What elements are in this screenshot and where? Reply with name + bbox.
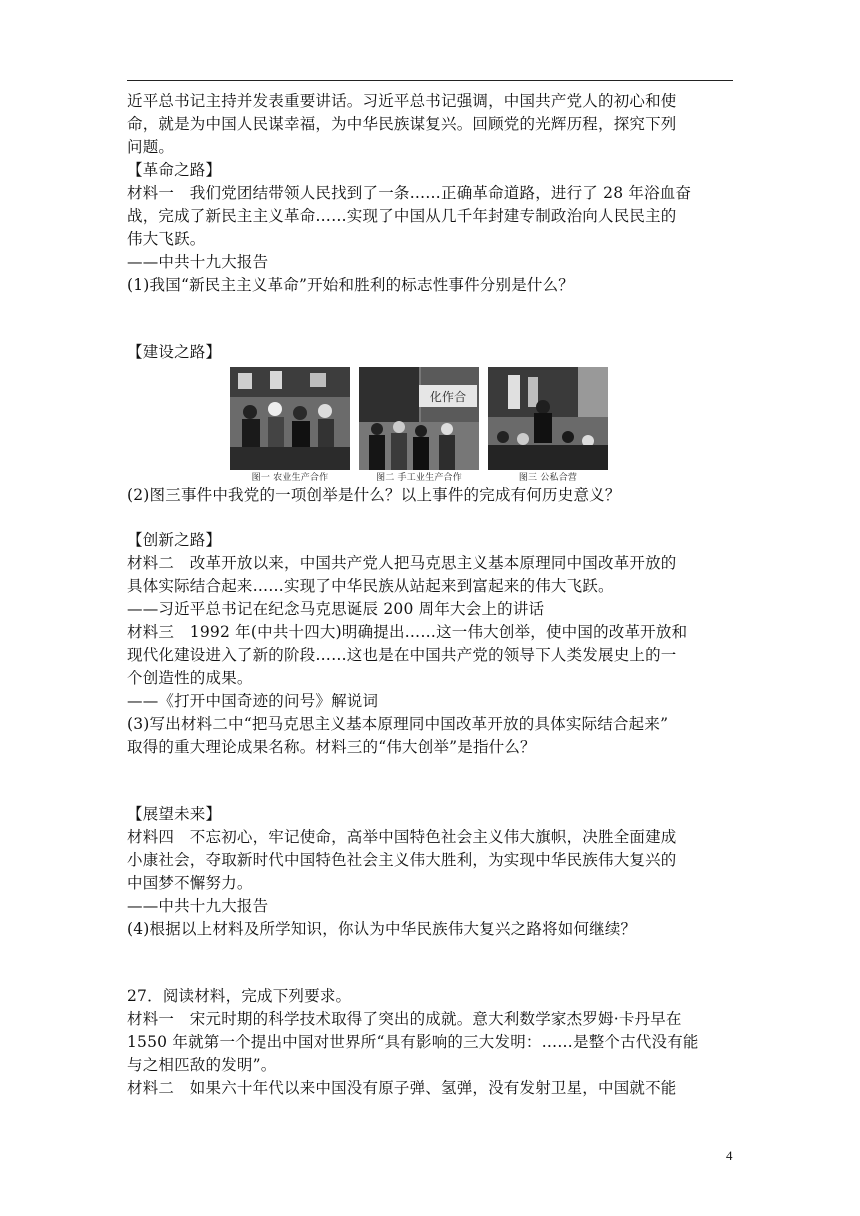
source-line: ——中共十九大报告 [127,897,269,915]
innovation-section [127,529,737,759]
photo-row [230,367,737,484]
question-4: (4)根据以上材料及所学知识，你认为中华民族伟大复兴之路将如何继续？ [127,920,637,938]
source-line: ——习近平总书记在纪念马克思诞辰 200 周年大会上的讲话 [127,600,545,618]
material-line: 材料二 改革开放以来，中国共产党人把马克思主义基本原理同中国改革开放的 [127,554,677,572]
section-heading: 【展望未来】 [127,805,222,823]
source-line: ——中共十九大报告 [127,253,269,271]
construction-section [127,341,737,507]
material-line: 战，完成了新民主主义革命……实现了中国从几千年封建专制政治向人民民主的 [127,207,677,225]
question-27-title: 27．阅读材料，完成下列要求。 [127,987,352,1005]
question-1: (1)我国“新民主主义革命”开始和胜利的标志性事件分别是什么？ [127,276,575,294]
photo-image [488,367,608,470]
photo-image [230,367,350,470]
photo-agriculture [230,367,350,484]
page-number: 4 [726,1148,733,1163]
material-line: 与之相匹敌的发明”。 [127,1056,277,1074]
photo-image [359,367,479,470]
material-line: 材料一 宋元时期的科学技术取得了突出的成就。意大利数学家杰罗姆·卡丹早在 [127,1010,682,1028]
material-line: 中国梦不懈努力。 [127,874,253,892]
photo-caption: 图三 公私合营 [518,473,578,483]
material-line: 小康社会，夺取新时代中国特色社会主义伟大胜利，为实现中华民族伟大复兴的 [127,851,677,869]
photo-caption: 图一 农业生产合作 [251,473,329,483]
text-line: 近平总书记主持并发表重要讲话。习近平总书记强调，中国共产党人的初心和使 [127,92,677,110]
photo-public-private [488,367,608,484]
photo-handicraft [359,367,479,484]
section-heading: 【革命之路】 [127,161,222,179]
photo-caption: 图二 手工业生产合作 [376,473,462,483]
material-line: 现代化建设进入了新的阶段……这也是在中国共产党的领导下人类发展史上的一 [127,646,677,664]
material-line: 个创造性的成果。 [127,669,253,687]
intro-paragraph [127,90,737,159]
material-line: 1550 年就第一个提出中国对世界所“具有影响的三大发明：……是整个古代没有能 [127,1033,699,1051]
material-line: 材料一 我们党团结带领人民找到了一条……正确革命道路，进行了 28 年浴血奋 [127,184,692,202]
text-line: 命，就是为中国人民谋幸福，为中华民族谋复兴。回顾党的光辉历程，探究下列 [127,115,677,133]
future-section [127,803,737,941]
svg-text:化作合: 化作合 [429,390,467,404]
section-heading: 【创新之路】 [127,531,222,549]
question-2: (2)图三事件中我党的一项创举是什么？以上事件的完成有何历史意义？ [127,486,621,504]
document-body [127,90,737,1100]
material-line: 伟大飞跃。 [127,230,206,248]
source-line: ——《打开中国奇迹的问号》解说词 [127,692,379,710]
question-3-line: 取得的重大理论成果名称。材料三的“伟大创举”是指什么？ [127,738,536,756]
material-line: 材料三 1992 年(中共十四大)明确提出……这一伟大创举，使中国的改革开放和 [127,623,688,641]
header-rule [127,80,733,81]
material-line: 具体实际结合起来……实现了中华民族从站起来到富起来的伟大飞跃。 [127,577,614,595]
material-line: 材料四 不忘初心，牢记使命，高举中国特色社会主义伟大旗帜，决胜全面建成 [127,828,677,846]
text-line: 问题。 [127,138,175,156]
question-27-section [127,985,737,1100]
question-3-line: (3)写出材料二中“把马克思主义基本原理同中国改革开放的具体实际结合起来” [127,715,669,733]
material-line: 材料二 如果六十年代以来中国没有原子弹、氢弹，没有发射卫星，中国就不能 [127,1079,677,1097]
section-heading: 【建设之路】 [127,343,222,361]
revolution-section [127,159,737,297]
